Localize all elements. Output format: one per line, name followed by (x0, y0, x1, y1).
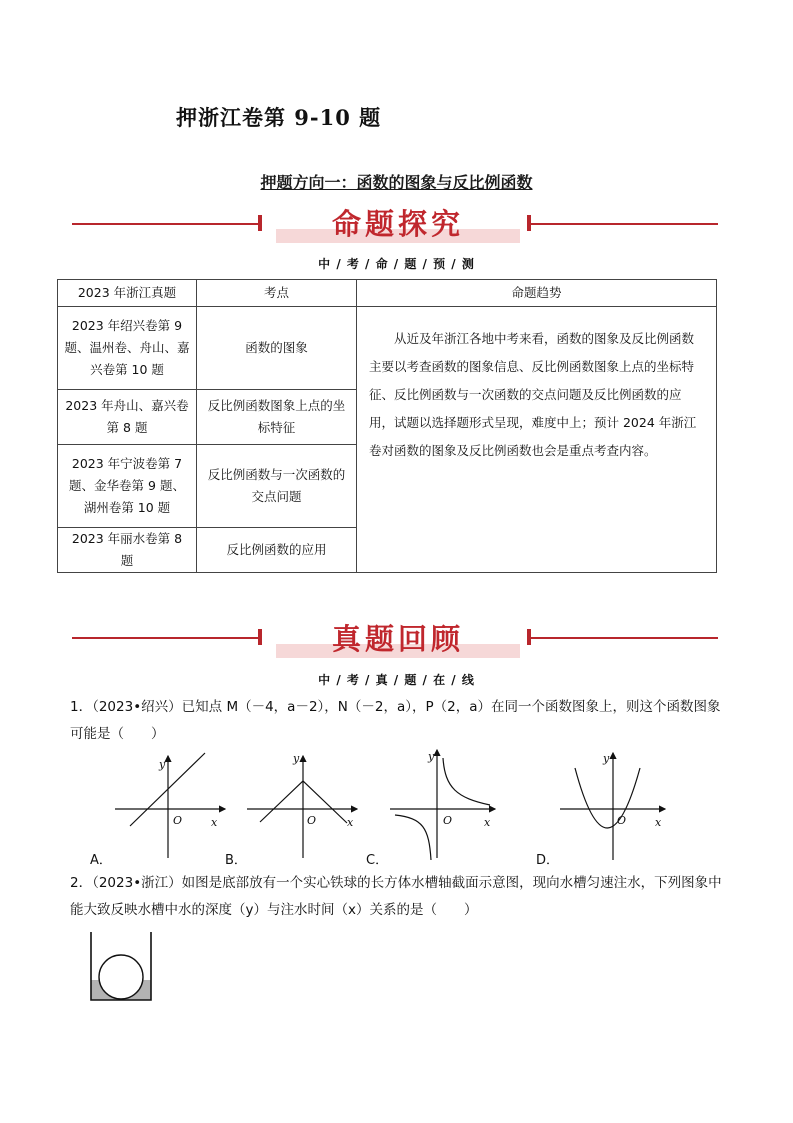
option-a-label: A． (90, 853, 112, 868)
page-title: 押浙江卷第 9-10 题 (176, 105, 382, 130)
banner-tick-left (258, 215, 262, 231)
table-cell: 2023 年绍兴卷第 9 题、温州卷、舟山、嘉兴卷第 10 题 (58, 307, 197, 390)
parabola-graph-d (575, 768, 640, 828)
table-cell: 反比例函数与一次函数的交点问题 (197, 445, 357, 528)
table-header: 考点 (197, 280, 357, 307)
option-b-label: B． (225, 853, 247, 868)
banner-line-right (531, 637, 718, 639)
question-1-text: 1．（2023•绍兴）已知点 M（－4，a－2），N（－2，a），P（2，a）在同一个函数图象上，则这个函数图象可能是（ ） (70, 699, 721, 742)
origin-label: O (617, 814, 627, 827)
table-cell: 反比例函数的应用 (197, 528, 357, 573)
table-cell: 2023 年丽水卷第 8 题 (58, 528, 197, 573)
axis-label: x (655, 816, 662, 829)
table-cell: 2023 年宁波卷第 7 题、金华卷第 9 题、湖州卷第 10 题 (58, 445, 197, 528)
table-cell: 2023 年舟山、嘉兴卷第 8 题 (58, 390, 197, 445)
banner-title: 真题回顾 (331, 622, 464, 656)
table-header: 命题趋势 (357, 280, 717, 307)
axis-label: y (159, 758, 166, 771)
water-tank-diagram (88, 930, 158, 1005)
table-header: 2023 年浙江真题 (58, 280, 197, 307)
axis-label: y (603, 752, 610, 765)
table-cell: 反比例函数图象上点的坐标特征 (197, 390, 357, 445)
option-d-label: D． (536, 853, 560, 868)
trend-cell: 从近及年浙江各地中考来看，函数的图象及反比例函数主要以考查函数的图象信息、反比例函数图象上点的坐标特征、反比例函数与一次函数的交点问题及反比例函数的应用，试题以选择题形式呈现，难度中上；预计 2024 年浙江卷对函数的图象及反比例函数也会是重点考查内容。 (357, 307, 717, 573)
hyperbola-branch-1 (443, 758, 490, 805)
option-c-label: C． (366, 853, 389, 868)
axis-label: y (428, 750, 435, 763)
banner-tick-left (258, 629, 262, 645)
origin-label: O (443, 814, 453, 827)
axis-label: x (484, 816, 491, 829)
table-cell: 函数的图象 (197, 307, 357, 390)
section-subtitle: 中 / 考 / 命 / 题 / 预 / 测 (318, 257, 475, 271)
axis-label: x (211, 816, 218, 829)
banner-line-right (531, 223, 718, 225)
banner-title: 命题探究 (331, 207, 464, 241)
banner-line-left (72, 637, 258, 639)
question-1-graphs (85, 748, 735, 873)
axis-label: y (293, 752, 300, 765)
question-2-text: 2．（2023•浙江）如图是底部放有一个实心铁球的长方体水槽轴截面示意图，现向水槽匀速注水，下列图象中能大致反映水槽中水的深度（y）与注水时间（x）关系的是（ ） (70, 875, 722, 918)
question-direction: 押题方向一：函数的图象与反比例函数 (260, 173, 533, 192)
origin-label: O (307, 814, 317, 827)
banner-line-left (72, 223, 258, 225)
iron-ball (99, 955, 143, 999)
origin-label: O (173, 814, 183, 827)
axis-label: x (347, 816, 354, 829)
section-subtitle: 中 / 考 / 真 / 题 / 在 / 线 (318, 673, 475, 687)
exam-analysis-table (57, 279, 717, 573)
hyperbola-branch-2 (395, 815, 431, 860)
